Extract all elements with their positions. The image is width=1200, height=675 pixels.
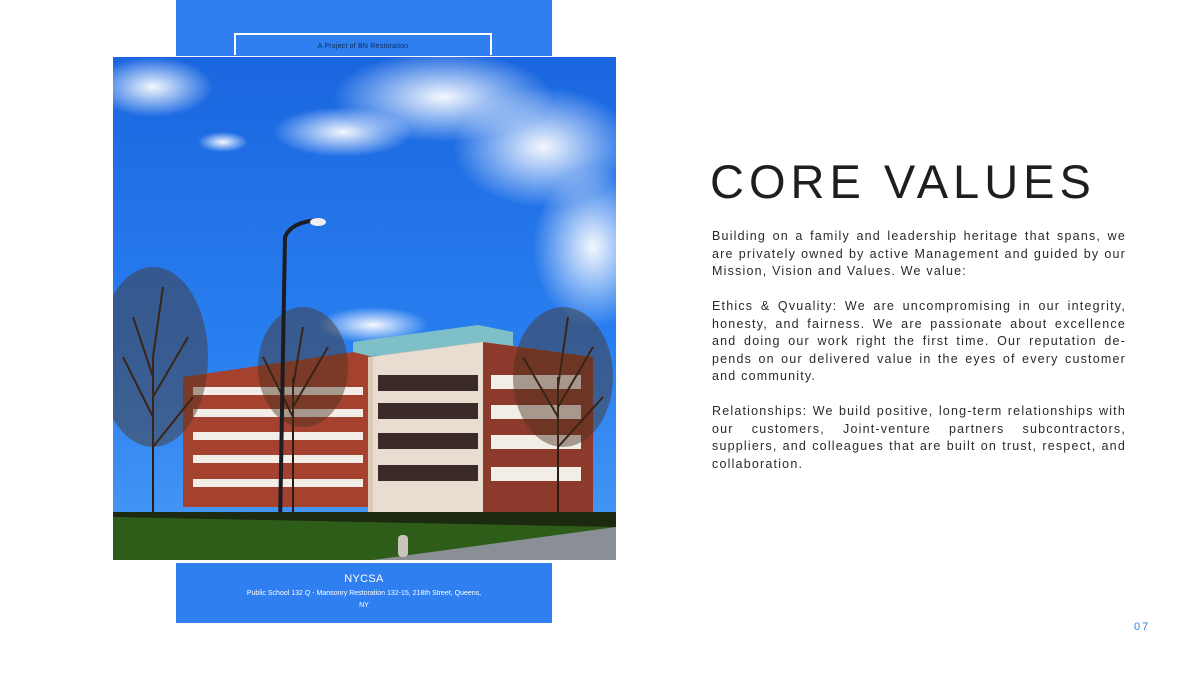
caption-title: NYCSA (344, 573, 384, 585)
intro-paragraph: Building on a family and leadership heritage that spans, we are privately owned by active Management and guided by our Mission, Vision and Values. We value: (712, 229, 1126, 278)
core-values-text (712, 228, 1126, 491)
page-title: CORE VALUES (710, 155, 1096, 208)
building-photo (113, 57, 616, 560)
project-label: A Project of BN Restoration (234, 33, 492, 55)
ethics-paragraph: Ethics & Qvuality: We are uncompromising in our integrity, honesty, and fairness. We are passionate about excellence and doing our work right the first time. Our reputation de-pends on our delivered value in the eyes of every customer and community. (712, 299, 1126, 383)
caption-subtitle: Public School 132 Q - Mansonry Restoration 132-15, 218th Street, Queens, NY (246, 590, 482, 609)
page-number: 07 (1134, 621, 1151, 633)
relationships-paragraph: Relationships: We build positive, long-term relationships with our customers, Joint-venture partners subcontractors, suppliers, and colleagues that are built on trust, respect, and collaboration. (712, 404, 1126, 471)
building-photo-illustration (113, 57, 616, 560)
caption-panel (176, 563, 552, 623)
